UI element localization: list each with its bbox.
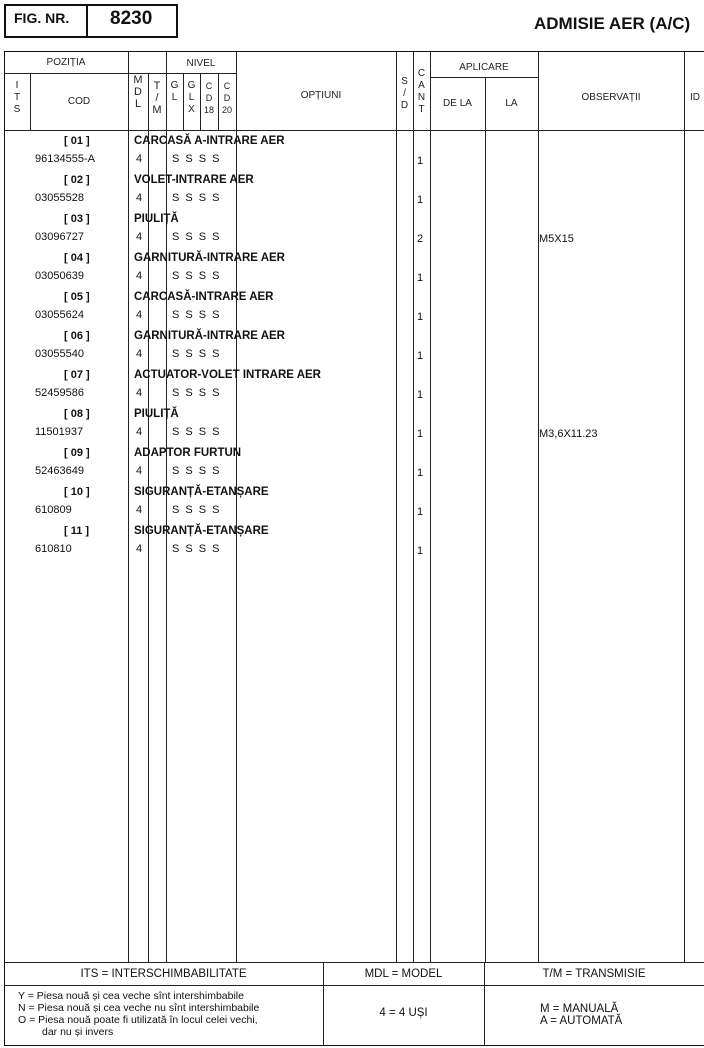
row-nivel: S S S S	[172, 465, 220, 477]
row-position: [ 11 ]	[64, 525, 90, 537]
row-part-code: 03096727	[35, 231, 84, 243]
figure-number: 8230	[110, 8, 153, 29]
legend-mdl-value: 4 = 4 UȘI	[379, 1007, 428, 1019]
col-mdl-rule	[148, 73, 149, 962]
row-part-name: CARCASĂ A-INTRARE AER	[134, 135, 285, 147]
row-position: [ 05 ]	[64, 291, 90, 303]
row-quantity: 1	[417, 272, 424, 284]
legend-tm-title: T/M = TRANSMISIE	[542, 968, 646, 980]
row-part-name: GARNITURĂ-INTRARE AER	[134, 330, 285, 342]
header-observatii: OBSERVAȚII	[581, 92, 641, 103]
header-aplicare: APLICARE	[459, 62, 509, 73]
col-la-rule	[538, 51, 539, 962]
row-part-code: 03050639	[35, 270, 84, 282]
row-part-code: 03055624	[35, 309, 84, 321]
row-position: [ 03 ]	[64, 213, 90, 225]
row-nivel: S S S S	[172, 270, 220, 282]
row-mdl: 4	[136, 543, 143, 555]
row-quantity: 2	[417, 233, 424, 245]
row-quantity: 1	[417, 194, 424, 206]
header-id: ID	[690, 92, 700, 103]
document-title: ADMISIE AER (A/C)	[534, 14, 691, 33]
row-quantity: 1	[417, 467, 424, 479]
row-nivel: S S S S	[172, 348, 220, 360]
row-mdl: 4	[136, 309, 143, 321]
row-nivel: S S S S	[172, 543, 220, 555]
header-nivel-gl: G L	[170, 80, 179, 103]
row-mdl: 4	[136, 153, 143, 165]
row-quantity: 1	[417, 389, 424, 401]
row-part-code: 03055540	[35, 348, 84, 360]
figure-label: FIG. NR.	[14, 10, 70, 26]
rule-under-header	[4, 130, 704, 131]
row-part-name: SIGURANȚĂ-ETANȘARE	[134, 486, 269, 498]
row-part-name: PIULIȚĂ	[134, 408, 179, 420]
header-its: I T S	[13, 80, 21, 115]
row-part-code: 610810	[35, 543, 72, 555]
header-nivel-cd20: C D 20	[221, 81, 232, 115]
row-quantity: 1	[417, 545, 424, 557]
row-position: [ 10 ]	[64, 486, 90, 498]
row-mdl: 4	[136, 426, 143, 438]
row-part-name: PIULIȚĂ	[134, 213, 179, 225]
row-mdl: 4	[136, 465, 143, 477]
row-mdl: 4	[136, 270, 143, 282]
header-optiuni: OPȚIUNI	[300, 90, 342, 101]
row-part-name: ADAPTOR FURTUN	[134, 447, 242, 459]
row-part-name: ACTUATOR-VOLET INTRARE AER	[134, 369, 321, 381]
row-mdl: 4	[136, 192, 143, 204]
col-sd-rule	[413, 51, 414, 962]
header-mdl: M D L	[133, 74, 143, 110]
row-position: [ 02 ]	[64, 174, 90, 186]
col-cod-rule	[128, 51, 129, 962]
rule-under-legend-titles	[4, 985, 704, 986]
row-mdl: 4	[136, 387, 143, 399]
header-pozitia: POZIȚIA	[46, 57, 86, 68]
header-sd: S / D	[400, 76, 409, 111]
row-nivel: S S S S	[172, 426, 220, 438]
row-part-name: VOLET-INTRARE AER	[134, 174, 254, 186]
header-la: LA	[505, 98, 518, 109]
row-part-code: 11501937	[35, 426, 84, 438]
figure-box-divider	[86, 4, 88, 38]
row-part-name: GARNITURĂ-INTRARE AER	[134, 252, 285, 264]
row-part-code: 610809	[35, 504, 72, 516]
rule-under-nivel	[166, 73, 236, 74]
row-nivel: S S S S	[172, 504, 220, 516]
header-nivel-glx: G L X	[187, 80, 196, 115]
row-part-code: 52459586	[35, 387, 84, 399]
row-quantity: 1	[417, 428, 424, 440]
header-cod: COD	[67, 96, 91, 107]
row-position: [ 04 ]	[64, 252, 90, 264]
header-nivel-cd18: C D 18	[203, 81, 214, 115]
row-part-name: CARCASĂ-INTRARE AER	[134, 291, 274, 303]
col-tm-rule	[166, 51, 167, 962]
row-nivel: S S S S	[172, 192, 220, 204]
row-position: [ 07 ]	[64, 369, 90, 381]
row-position: [ 01 ]	[64, 135, 90, 147]
col-observatii-rule	[684, 51, 685, 962]
col-dela-rule	[485, 77, 486, 962]
row-observatii: M3,6X11.23	[539, 428, 598, 440]
legend-tm-lines: M = MANUALĂ A = AUTOMATĂ	[540, 1003, 623, 1027]
parts-table-frame	[4, 51, 704, 1046]
col-optiuni-rule	[396, 51, 397, 962]
col-nivel-rule	[236, 51, 237, 962]
row-observatii: M5X15	[539, 233, 574, 245]
row-nivel: S S S S	[172, 309, 220, 321]
rule-under-aplicare	[430, 77, 538, 78]
header-dela: DE LA	[443, 98, 472, 109]
row-nivel: S S S S	[172, 231, 220, 243]
row-quantity: 1	[417, 506, 424, 518]
row-quantity: 1	[417, 155, 424, 167]
row-quantity: 1	[417, 350, 424, 362]
row-part-code: 52463649	[35, 465, 84, 477]
row-part-code: 03055528	[35, 192, 84, 204]
row-part-name: SIGURANȚĂ-ETANȘARE	[134, 525, 269, 537]
row-quantity: 1	[417, 311, 424, 323]
legend-its-title: ITS = INTERSCHIMBABILITATE	[80, 968, 247, 980]
header-tm: T / M	[152, 80, 162, 116]
legend-its-lines: Y = Piesa nouă și cea veche sînt intershimbabile N = Piesa nouă și cea veche nu sînt intershimbabile O = Piesa nouă poate fi utilizată în locul celei vechi, dar nu și invers	[18, 990, 260, 1038]
legend-mdl-title: MDL = MODEL	[364, 968, 443, 980]
row-mdl: 4	[136, 231, 143, 243]
col-cant-rule	[430, 51, 431, 962]
row-position: [ 09 ]	[64, 447, 90, 459]
rule-above-legend	[4, 962, 704, 963]
row-mdl: 4	[136, 348, 143, 360]
row-part-code: 96134555-A	[35, 153, 95, 165]
row-position: [ 06 ]	[64, 330, 90, 342]
row-nivel: S S S S	[172, 387, 220, 399]
header-nivel: NIVEL	[186, 58, 216, 69]
row-position: [ 08 ]	[64, 408, 90, 420]
row-mdl: 4	[136, 504, 143, 516]
header-cant: C A N T	[417, 68, 426, 115]
row-nivel: S S S S	[172, 153, 220, 165]
